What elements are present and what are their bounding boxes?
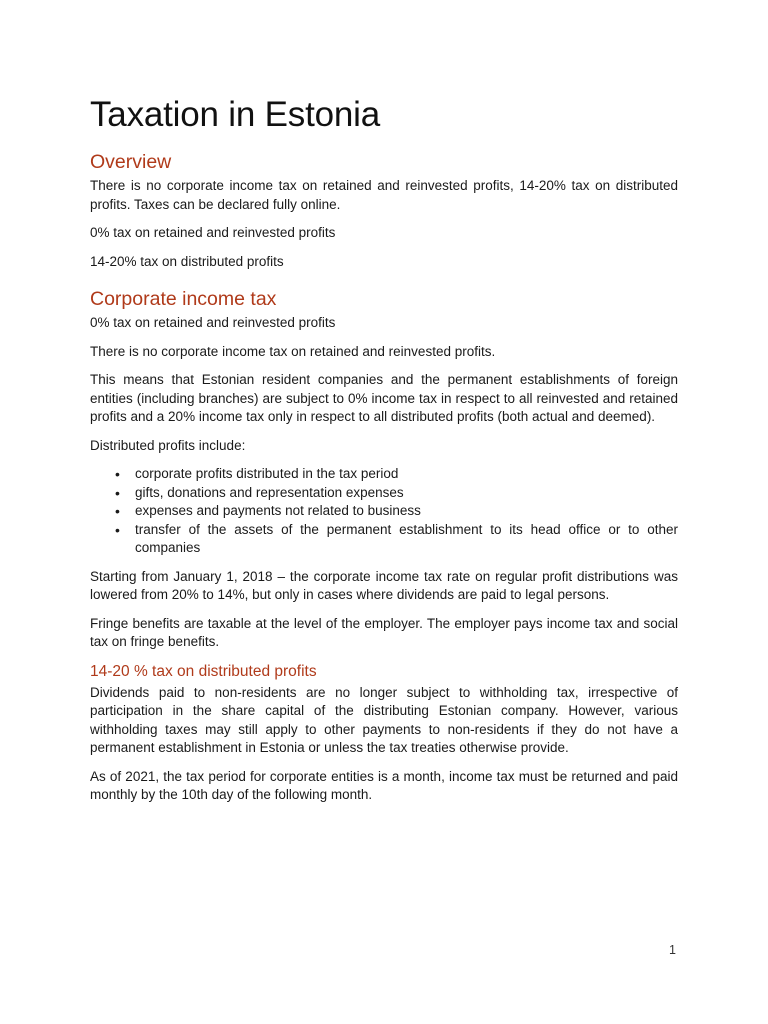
cit-paragraph: Fringe benefits are taxable at the level of the employer. The employer pays income tax and social tax on fringe benefits. <box>90 615 678 649</box>
corporate-income-tax-heading: Corporate income tax <box>90 288 277 310</box>
overview-heading: Overview <box>90 151 172 173</box>
distributed-paragraph: As of 2021, the tax period for corporate entities is a month, income tax must be returned and paid monthly by the 10th day of the following month. <box>90 768 678 802</box>
list-item: • transfer of the assets of the permanent establishment to its head office or to other companies <box>135 521 678 558</box>
cit-paragraph: This means that Estonian resident companies and the permanent establishments of foreign entities (including branches) are subject to 0% income tax in respect to all reinvested and retained profits and a 20% income tax only in respect to all distributed profits (both actual and deemed). <box>90 372 678 424</box>
cit-paragraph: There is no corporate income tax on retained and reinvested profits. <box>90 343 496 359</box>
overview-paragraph: 0% tax on retained and reinvested profits <box>90 225 336 240</box>
cit-paragraph: Starting from January 1, 2018 – the corporate income tax rate on regular profit distributions was lowered from 20% to 14%, but only in cases where dividends are paid to legal persons. <box>90 568 678 602</box>
document-page <box>90 94 678 815</box>
list-item: • gifts, donations and representation expenses <box>135 484 678 503</box>
cit-paragraph: 0% tax on retained and reinvested profits <box>90 315 336 330</box>
distributed-profits-section <box>90 662 678 805</box>
page-number: 1 <box>669 943 676 957</box>
distributed-profits-list <box>90 465 678 558</box>
cit-paragraph: Distributed profits include: <box>90 437 246 453</box>
corporate-income-tax-section <box>90 287 678 652</box>
document-title: Taxation in Estonia <box>90 95 380 134</box>
distributed-profits-heading: 14-20 % tax on distributed profits <box>90 662 317 680</box>
overview-section <box>90 150 678 271</box>
list-item: • corporate profits distributed in the tax period <box>135 465 678 484</box>
list-item: • expenses and payments not related to business <box>135 502 678 521</box>
distributed-paragraph: Dividends paid to non-residents are no longer subject to withholding tax, irrespective of participation in the share capital of the distributing Estonian company. However, various withholding taxes may still apply to other payments to non-residents if they do not have a permanent establishment in Estonia or unless the tax treaties otherwise provide. <box>90 684 678 755</box>
overview-paragraph: There is no corporate income tax on retained and reinvested profits, 14-20% tax on distributed profits. Taxes can be declared fully online. <box>90 178 678 212</box>
overview-paragraph: 14-20% tax on distributed profits <box>90 253 284 269</box>
